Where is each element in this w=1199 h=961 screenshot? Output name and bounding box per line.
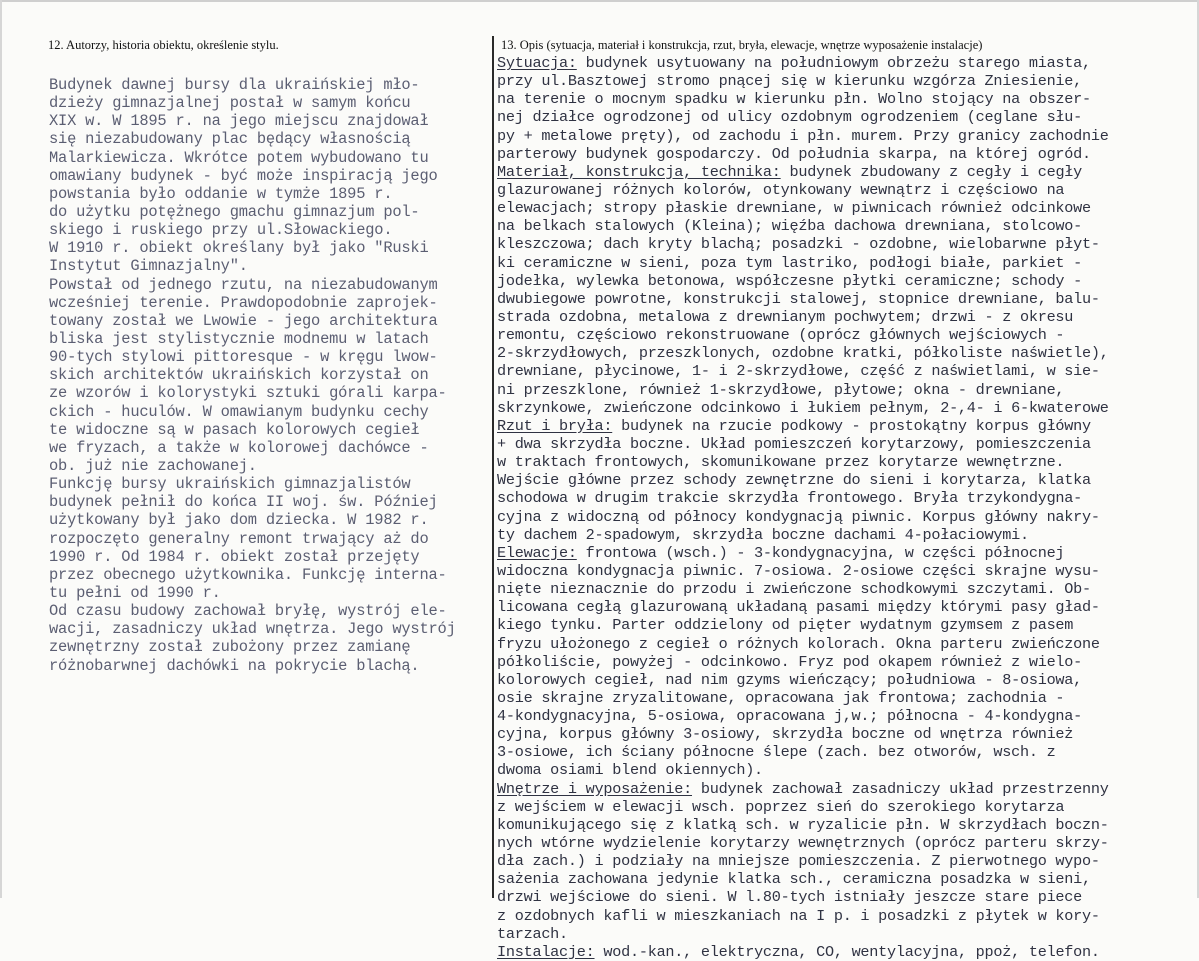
line-text: drewniane, płycinowe, 1- i 2-skrzydłowe, część z naświetlami, w sie- — [497, 362, 1100, 381]
line-text: Wejście główne przez schody zewnętrzne do sieni i korytarza, klatka — [497, 471, 1091, 490]
text-line: ze wzorów i kolorystyki sztuki górali karpa- — [49, 384, 447, 403]
line-text: drzwi wejściowe do sieni. W l.80-tych istniały jeszcze stare piece — [497, 888, 1083, 907]
text-line: dzieży gimnazjalnej postał w samym końcu — [49, 94, 411, 113]
text-line — [497, 399, 1197, 417]
line-text: elewacjach; stropy płaskie drewniane, w piwnicach również odcinkowe — [497, 199, 1091, 218]
text-line — [497, 834, 1197, 852]
text-line: użytkowany był jako dom dziecka. W 1982 r. — [49, 511, 429, 530]
line-text: 4-kondygnacyjna, 5-osiowa, opracowana j,w.; północna - 4-kondygna- — [497, 707, 1083, 726]
text-line — [497, 544, 1197, 562]
text-line: 1990 r. Od 1984 r. obiekt został przejęty — [49, 547, 420, 566]
line-text: nej działce ogrodzonej od ulicy ozdobnym ogrodzeniem (ceglane słu- — [497, 108, 1083, 127]
text-line — [497, 235, 1197, 253]
text-line — [497, 598, 1197, 616]
subsection-label: Materiał, konstrukcja, technika: — [497, 162, 781, 181]
subsection-label: Wnętrze i wyposażenie: — [497, 779, 693, 798]
line-text: py + metalowe pręty), od zachodu i płn. murem. Przy granicy zachodnie — [497, 126, 1109, 145]
line-text: ty dachem 2-spadowym, skrzydła boczne dachami 4-połaciowymi. — [497, 525, 1029, 544]
text-line — [497, 780, 1197, 798]
line-text: cyjna, korpus główny 3-osiowy, skrzydła boczne od wnętrza również — [497, 725, 1074, 744]
text-line: bliska jest stylistycznie modnemu w latach — [49, 329, 429, 348]
text-line — [497, 907, 1197, 925]
line-text: budynek usytuowany na południowym obrzeżu starego miasta, — [576, 54, 1091, 72]
text-line — [497, 217, 1197, 235]
text-line: towany został we Lwowie - jego architektura — [49, 311, 438, 330]
text-line: do użytku potężnego gmachu gimnazjum pol- — [49, 202, 420, 221]
text-line — [497, 580, 1197, 598]
text-line — [497, 90, 1197, 108]
text-line: Malarkiewicza. Wkrótce potem wybudowano tu — [49, 148, 429, 167]
text-line — [497, 381, 1197, 399]
text-line — [497, 417, 1197, 435]
line-text: 3-osiowe, ich ściany północne ślepe (zach. bez otworów, wsch. z — [497, 743, 1056, 762]
line-text: strada ozdobna, metalowa z drewnianym pochwytem; drzwi - z okresu — [497, 307, 1074, 326]
text-line: Powstał od jednego rzutu, na niezabudowanym — [49, 275, 438, 294]
text-line: ckich - huculów. W omawianym budynku cechy — [49, 402, 429, 421]
line-text: remontu, częściowo rekonstruowane (oprócz głównych wejściowych - — [497, 326, 1065, 345]
text-line: te widoczne są w pasach kolorowych cegieł — [49, 420, 420, 439]
text-line — [497, 108, 1197, 126]
subsection-label: Elewacje: — [497, 543, 577, 562]
line-text: dwubiegowe powrotne, konstrukcji stalowej, stopnice drewniane, balu- — [497, 289, 1100, 308]
text-line: Budynek dawnej bursy dla ukraińskiej mło- — [49, 76, 420, 94]
line-text: nych wtórne wydzielenie korytarzy wewnętrznych (oprócz parteru skrzy- — [497, 834, 1109, 853]
line-text: + dwa skrzydła boczne. Układ pomieszczeń korytarzowy, pomieszczenia — [497, 434, 1091, 453]
text-line — [497, 798, 1197, 816]
text-line: we fryzach, a także w kolorowej dachówce - — [49, 438, 429, 457]
text-line: zewnętrzny został zubożony przez zamianę — [49, 638, 411, 657]
line-text: parterowy budynek gospodarczy. Od południa skarpa, na której ogród. — [497, 144, 1091, 163]
line-text: ni przeszklone, również 1-skrzydłowe, płytowe; okna - drewniane, — [497, 380, 1065, 399]
text-line — [497, 181, 1197, 199]
text-line: omawiany budynek - być może inspiracją jego — [49, 166, 438, 185]
line-text: frontowa (wsch.) - 3-kondygnacyjna, w części północnej — [576, 543, 1065, 562]
text-line: Funkcję bursy ukraińskich gimnazjalistów — [49, 475, 411, 494]
text-line — [497, 635, 1197, 653]
text-line: wacji, zasadniczy układ wnętrza. Jego wystrój — [49, 620, 456, 639]
text-line: się niezabudowany plac będący własnością — [49, 130, 411, 149]
text-line: tu pełni od 1990 r. — [49, 583, 221, 602]
line-text: na belkach stalowych (Kleina); więźba dachowa drewniana, stolcowo- — [497, 217, 1083, 236]
text-line: Od czasu budowy zachował bryłę, wystrój ele- — [49, 602, 447, 621]
text-line: rozpoczęto generalny remont trwający aż do — [49, 529, 429, 548]
line-text: dła zach.) i podziały na mniejsze pomieszczenia. Z pierwotnego wypo- — [497, 852, 1100, 871]
section-12-text — [49, 76, 489, 675]
text-line — [497, 943, 1197, 961]
text-line — [497, 127, 1197, 145]
line-text: budynek zachował zasadniczy układ przestrzenny — [692, 779, 1109, 798]
section-12-heading: 12. Autorzy, historia obiektu, określenie stylu. — [48, 38, 279, 52]
text-line — [497, 816, 1197, 834]
subsection-label: Sytuacja: — [497, 54, 577, 72]
line-text: schodowa w drugim trakcie skrzydła frontowego. Bryła trzykondygna- — [497, 489, 1083, 508]
text-line — [497, 308, 1197, 326]
text-line — [497, 290, 1197, 308]
line-text: licowana cegłą glazurowaną układaną pasami między którymi pasy gład- — [497, 598, 1100, 617]
text-line — [497, 435, 1197, 453]
subsection-label: Rzut i bryła: — [497, 416, 613, 435]
line-text: kolorowych cegieł, nad nim gzyms wieńczący; południowa - 8-osiowa, — [497, 670, 1083, 689]
text-line: XIX w. W 1895 r. na jego miejscu znajdował — [49, 112, 429, 131]
text-line — [497, 72, 1197, 90]
text-line — [497, 344, 1197, 362]
line-text: sażenia zachowana jedynie klatka sch., ceramiczna posadzka w sieni, — [497, 870, 1091, 889]
text-line: W 1910 r. obiekt określany był jako "Ruski — [49, 239, 429, 258]
text-line — [497, 671, 1197, 689]
text-line — [497, 707, 1197, 725]
line-text: kleszczowa; dach kryty blachą; posadzki - ozdobne, wielobarwne płyt- — [497, 235, 1100, 254]
text-line: budynek pełnił do końca II woj. św. Później — [49, 493, 438, 512]
text-line — [497, 616, 1197, 634]
line-text: nięte nieznacznie do przodu i zwieńczone schodkowymi szczytami. Ob- — [497, 580, 1091, 599]
text-line — [497, 562, 1197, 580]
line-text: wod.-kan., elektryczna, CO, wentylacyjna, ppoż, telefon. — [594, 942, 1100, 961]
text-line — [497, 925, 1197, 943]
section-13-heading: 13. Opis (sytuacja, materiał i konstrukcja, rzut, bryła, elewacje, wnętrze wyposażenie instalacje) — [501, 38, 983, 52]
text-line — [497, 870, 1197, 888]
page-edge-left — [0, 0, 2, 898]
line-text: komunikującego się z klatką sch. w ryzalicie płn. W skrzydłach boczn- — [497, 815, 1109, 834]
section-13-text — [497, 54, 1197, 961]
line-text: cyjna z widoczną od północy kondygnacją piwnic. Korpus główny nakry- — [497, 507, 1100, 526]
text-line — [497, 743, 1197, 761]
line-text: tarzach. — [497, 924, 568, 943]
line-text: skrzynkowe, zwieńczone odcinkowo i łukiem pełnym, 2-,4- i 6-kwaterowe — [497, 398, 1109, 417]
text-line — [497, 508, 1197, 526]
text-line — [497, 145, 1197, 163]
line-text: półkoliście, powyżej - odcinkowo. Fryz pod okapem również z wielo- — [497, 652, 1083, 671]
column-divider — [492, 36, 494, 898]
line-text: ki ceramiczne w sieni, poza tym lastriko, podłogi białe, parkiet - — [497, 253, 1083, 272]
text-line — [497, 689, 1197, 707]
line-text: 2-skrzydłowych, przeszklonych, ozdobne kratki, półkoliste naświetle), — [497, 344, 1109, 363]
text-line — [497, 489, 1197, 507]
line-text: fryzu ułożonego z cegieł o różnych kolorach. Okna parteru zwieńczone — [497, 634, 1100, 653]
line-text: budynek zbudowany z cegły i cegły — [780, 162, 1083, 181]
text-line: przez obecnego użytkownika. Funkcję interna- — [49, 565, 447, 584]
line-text: kiego tynku. Parter oddzielony od pięter wydatnym gzymsem z pasem — [497, 616, 1074, 635]
text-line — [497, 362, 1197, 380]
text-line: wcześniej terenie. Prawdopodobnie zaprojek- — [49, 293, 438, 312]
text-line — [497, 163, 1197, 181]
line-text: z wejściem w elewacji wsch. poprzez sień do szerokiego korytarza — [497, 797, 1065, 816]
text-line: skich architektów ukraińskich korzystał on — [49, 366, 429, 385]
text-line — [497, 326, 1197, 344]
line-text: w traktach frontowych, skomunikowane przez korytarze wewnętrzne. — [497, 453, 1065, 472]
text-line — [497, 254, 1197, 272]
text-line — [497, 852, 1197, 870]
text-line: ob. już nie zachowanej. — [49, 456, 257, 475]
line-text: na terenie o mocnym spadku w kierunku płn. Wolno stojący na obszer- — [497, 90, 1091, 109]
line-text: przy ul.Basztowej stromo pnącej się w kierunku wzgórza Zniesienie, — [497, 72, 1083, 91]
text-line — [497, 453, 1197, 471]
text-line — [497, 199, 1197, 217]
text-line — [497, 761, 1197, 779]
text-line — [497, 526, 1197, 544]
line-text: budynek na rzucie podkowy - prostokątny korpus główny — [612, 416, 1091, 435]
text-line: Instytut Gimnazjalny". — [49, 257, 248, 276]
text-line: skiego i ruskiego przy ul.Słowackiego. — [49, 221, 393, 240]
text-line — [497, 653, 1197, 671]
text-line: powstania było oddanie w tymże 1895 r. — [49, 184, 393, 203]
text-line: różnobarwnej dachówki na pokrycie blachą. — [49, 656, 420, 675]
text-line — [497, 725, 1197, 743]
line-text: osie skrajne zryzalitowane, opracowana jak frontowa; zachodnia - — [497, 688, 1065, 707]
page-edge-top — [0, 0, 1199, 2]
line-text: dwoma osiami blend okiennych). — [497, 761, 763, 780]
text-line — [497, 471, 1197, 489]
subsection-label: Instalacje: — [497, 942, 595, 961]
text-line — [497, 54, 1197, 72]
line-text: z ozdobnych kafli w mieszkaniach na I p. i posadzki z płytek w kory- — [497, 906, 1100, 925]
line-text: widoczna kondygnacja piwnic. 7-osiowa. 2-osiowe części skrajne wysu- — [497, 561, 1100, 580]
line-text: glazurowanej różnych kolorów, otynkowany wewnątrz i częściowo na — [497, 180, 1065, 199]
line-text: jodełka, wylewka betonowa, współczesne płytki ceramiczne; schody - — [497, 271, 1083, 290]
text-line: 90-tych stylowi pittoresque - w kręgu lwow- — [49, 348, 438, 367]
text-line — [497, 272, 1197, 290]
